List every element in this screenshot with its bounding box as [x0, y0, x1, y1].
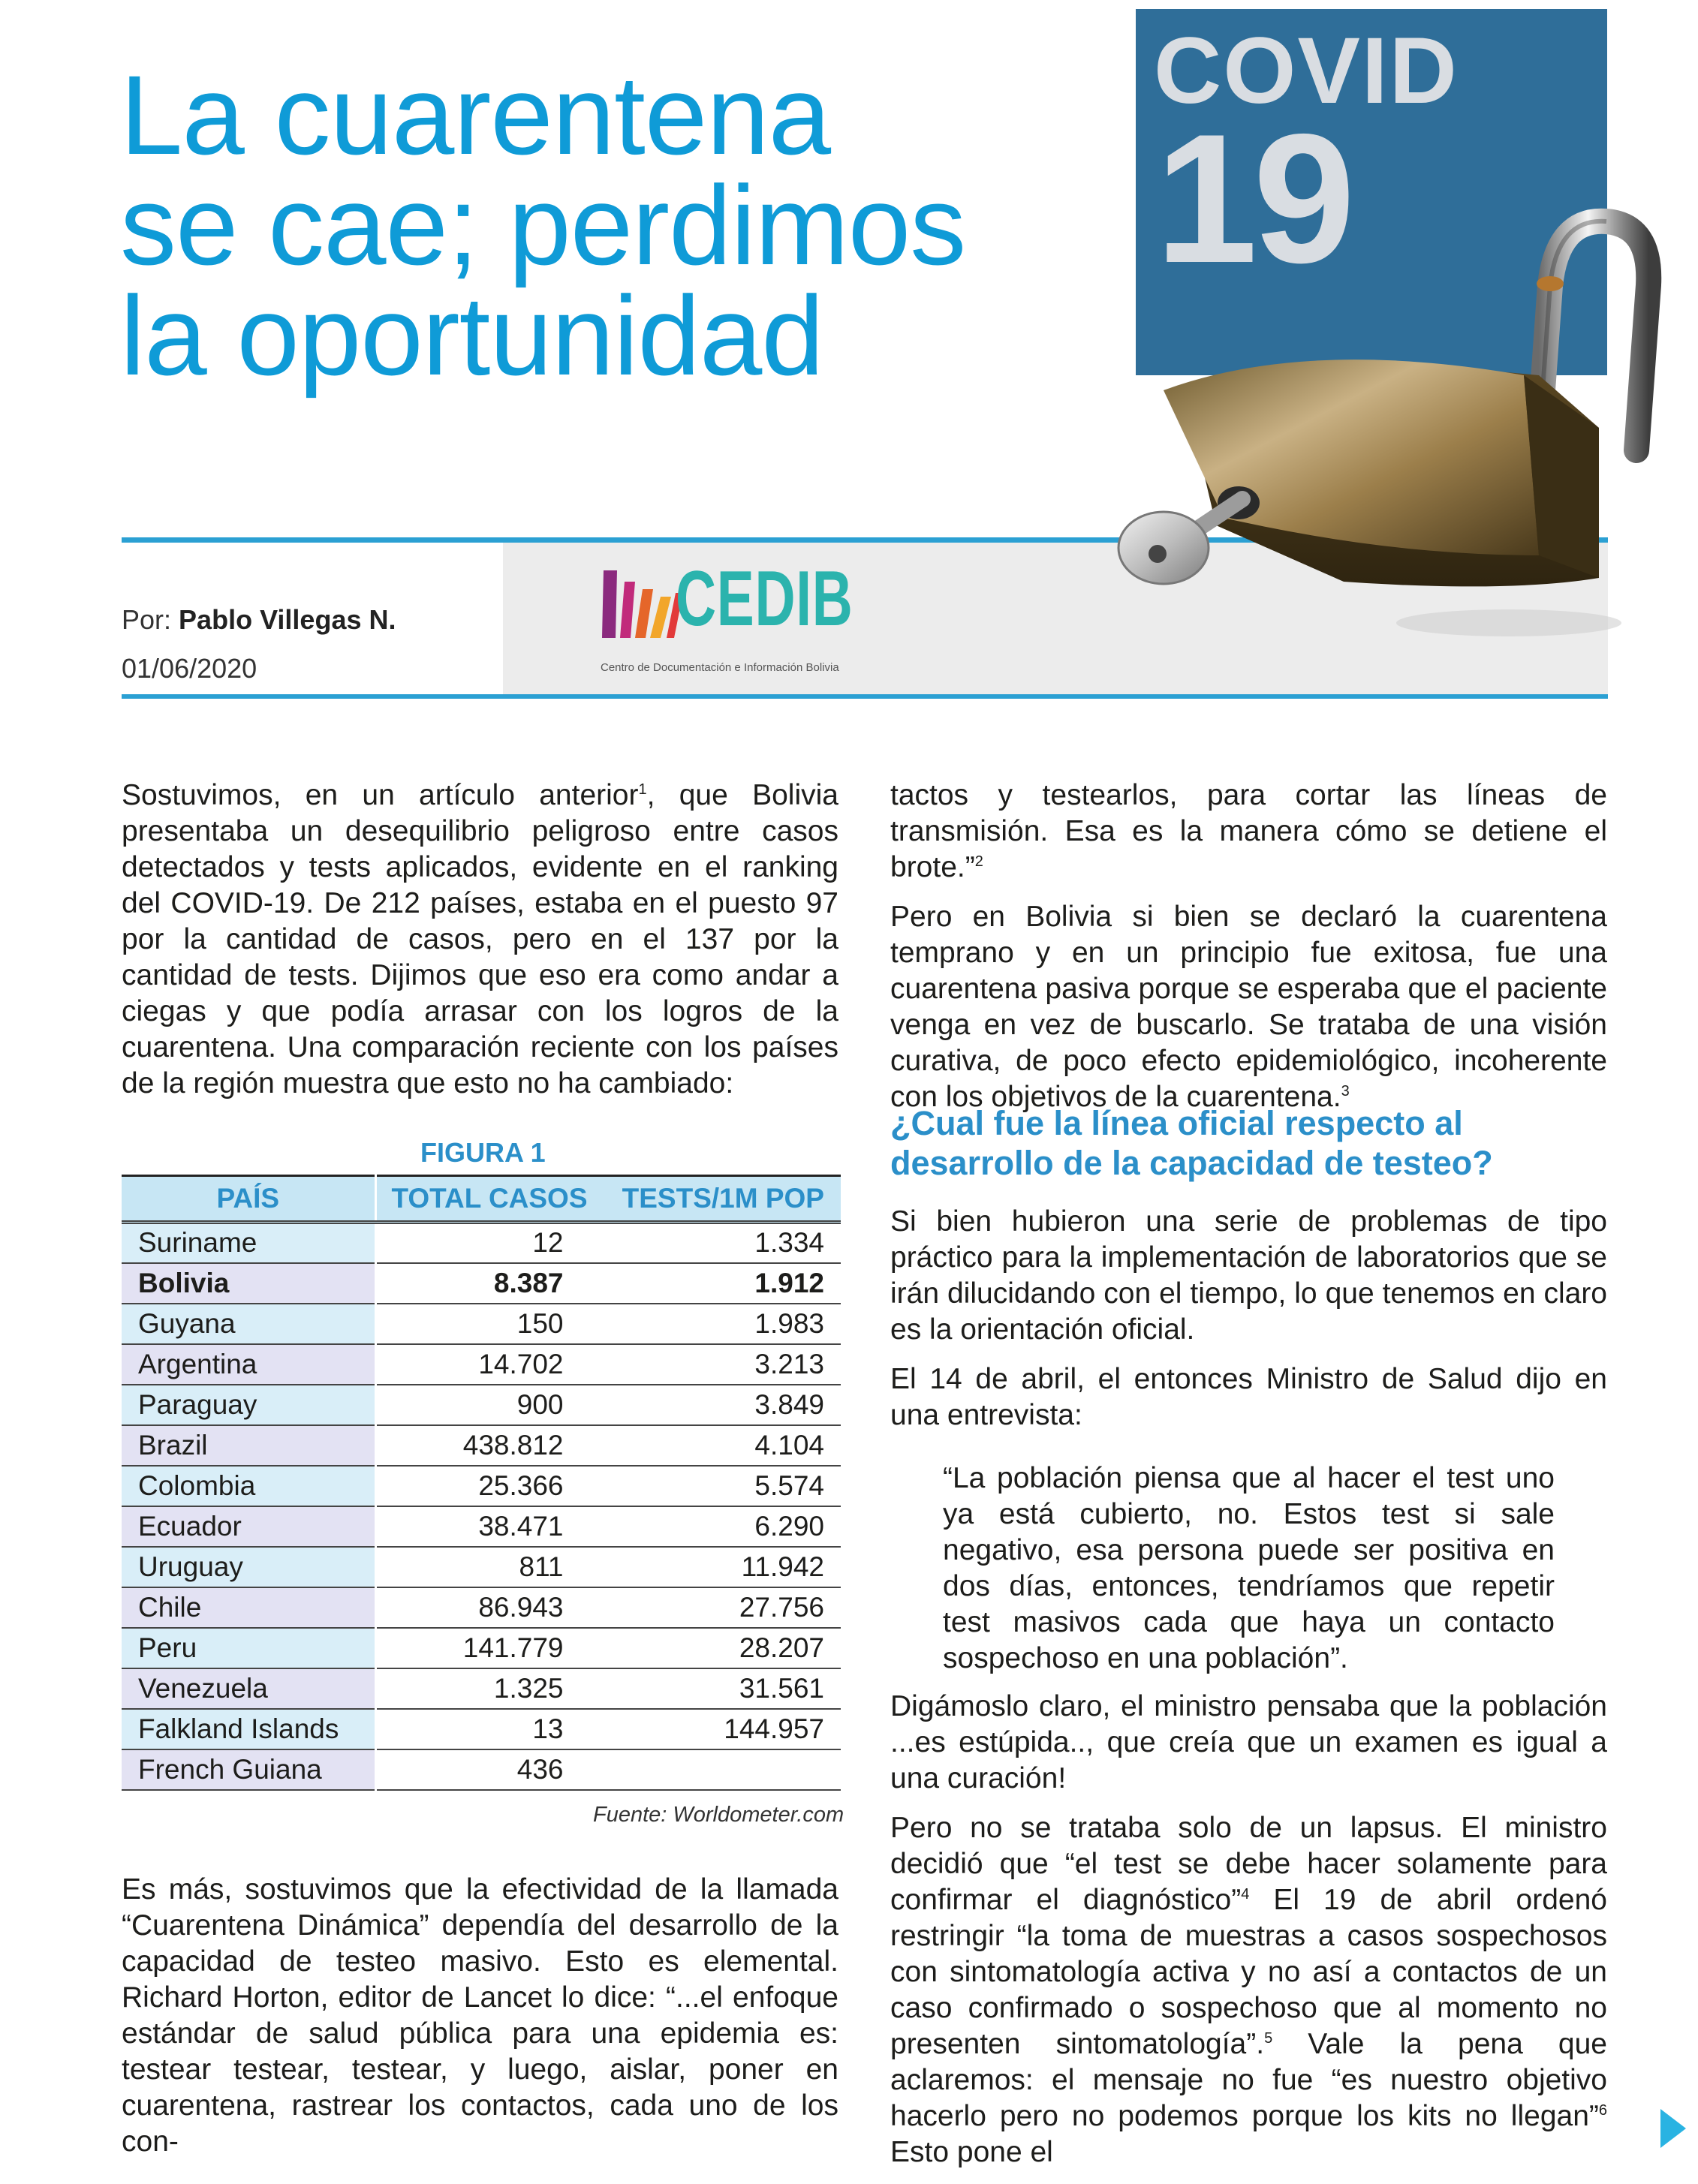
cell-tests: 3.849 — [607, 1385, 841, 1425]
cell-country: Bolivia — [122, 1263, 375, 1304]
cell-tests: 11.942 — [607, 1547, 841, 1587]
paragraph-decision-c: Vale la pena que aclaremos: el mensaje no fue “es nuestro objetivo hacerlo pero no podemos porque los kits no llegan” — [890, 2028, 1607, 2132]
paragraph-horton-quote-end — [890, 778, 1607, 886]
right-column-body — [890, 1204, 1607, 1447]
cell-tests: 5.574 — [607, 1466, 841, 1506]
title-line-1: La cuarentena — [120, 52, 831, 178]
cell-cases: 13 — [375, 1709, 607, 1749]
byline — [122, 604, 396, 636]
paragraph-decision-d: Esto pone el — [890, 2136, 1053, 2168]
paragraph-passive-text: Pero en Bolivia si bien se declaró la cuarentena temprano y en un principio fue exitosa, fue una cuarentena pasiva porque se esperaba que el paciente venga en vez de buscarlo. Se trataba de una visión curativa, de poco efecto epidemiológico, incoherente con los objetivos de la cuarentena. — [890, 901, 1607, 1113]
right-column-top — [890, 778, 1607, 1129]
cell-country: Guyana — [122, 1304, 375, 1344]
cedib-bars-icon — [601, 563, 683, 645]
table-header-row — [122, 1176, 841, 1223]
paragraph-orientation: Si bien hubieron una serie de problemas de tipo práctico para la implementación de laboratorios que se irán dilucidando con el tiempo, lo que tenemos en claro es la orientación oficial. — [890, 1205, 1607, 1346]
cell-country: Paraguay — [122, 1385, 375, 1425]
cell-tests: 1.334 — [607, 1223, 841, 1263]
paragraph-minister-decision — [890, 1810, 1607, 2170]
column-header-cases: TOTAL CASOS — [375, 1176, 607, 1223]
paragraph-population: Digámoslo claro, el ministro pensaba que la población ...es estúpida.., que creía que un examen es igual a una curación! — [890, 1690, 1607, 1794]
cell-cases: 141.779 — [375, 1628, 607, 1668]
cell-cases: 25.366 — [375, 1466, 607, 1506]
cell-tests: 1.912 — [607, 1263, 841, 1304]
cell-cases: 1.325 — [375, 1668, 607, 1709]
paragraph-passive-quarantine — [890, 899, 1607, 1115]
cell-cases: 14.702 — [375, 1344, 607, 1385]
left-column-intro — [122, 778, 838, 1115]
paragraph-intro-a: Sostuvimos, en un artículo anterior — [122, 779, 639, 811]
table-row — [122, 1587, 841, 1628]
cell-tests: 1.983 — [607, 1304, 841, 1344]
figure-title: FIGURA 1 — [420, 1137, 546, 1168]
title-line-3: la oportunidad — [120, 272, 823, 399]
footnote-ref-2: 2 — [974, 853, 983, 870]
covid-badge-number: 19 — [1155, 95, 1351, 301]
cell-country: Uruguay — [122, 1547, 375, 1587]
footnote-ref-3: 3 — [1341, 1083, 1350, 1100]
cell-tests: 31.561 — [607, 1668, 841, 1709]
cell-cases: 150 — [375, 1304, 607, 1344]
footnote-ref-5: 5 — [1264, 2030, 1273, 2047]
cell-country: French Guiana — [122, 1749, 375, 1790]
table-row — [122, 1223, 841, 1263]
cell-tests — [607, 1749, 841, 1790]
section-heading: ¿Cual fue la línea oficial respecto al desarrollo de la capacidad de testeo? — [890, 1104, 1493, 1182]
cell-cases: 8.387 — [375, 1263, 607, 1304]
footnote-ref-1: 1 — [638, 781, 647, 798]
cell-cases: 438.812 — [375, 1425, 607, 1466]
cell-cases: 86.943 — [375, 1587, 607, 1628]
cell-country: Suriname — [122, 1223, 375, 1263]
author-name: Pablo Villegas N. — [179, 604, 396, 635]
footnote-ref-4: 4 — [1241, 1886, 1250, 1903]
table-row — [122, 1385, 841, 1425]
title-line-2: se cae; perdimos — [120, 162, 966, 288]
cell-cases: 900 — [375, 1385, 607, 1425]
footnote-ref-6: 6 — [1598, 2102, 1607, 2119]
paragraph-interview-intro: El 14 de abril, el entonces Ministro de Salud dijo en una entrevista: — [890, 1363, 1607, 1431]
cell-tests: 6.290 — [607, 1506, 841, 1547]
cedib-logo-subtitle: Centro de Documentación e Información Bolivia — [601, 661, 839, 674]
cell-country: Colombia — [122, 1466, 375, 1506]
header-rule-bottom — [122, 694, 1608, 699]
paragraph-horton-text: tactos y testearlos, para cortar las líneas de transmisión. Esa es la manera cómo se detiene el brote.” — [890, 779, 1607, 883]
table-row — [122, 1425, 841, 1466]
figure-table — [122, 1175, 841, 1791]
covid-badge-word: COVID — [1154, 19, 1459, 123]
left-column-continued — [122, 1872, 838, 2173]
right-column-bottom — [890, 1689, 1607, 2184]
cell-tests: 28.207 — [607, 1628, 841, 1668]
cell-country: Ecuador — [122, 1506, 375, 1547]
table-row — [122, 1466, 841, 1506]
paragraph-testing: Es más, sostuvimos que la efectividad de la llamada “Cuarentena Dinámica” dependía del desarrollo de la capacidad de testeo masivo. Esto es elemental. Richard Horton, editor de Lancet lo dice: “...el enfoque estándar de salud pública para una epidemia es: testear testear, testear, y luego, aislar, poner en cuarentena, rastrear los contactos, cada uno de los con- — [122, 1873, 838, 2158]
cell-cases: 436 — [375, 1749, 607, 1790]
paragraph-intro-b: , que Bolivia presentaba un desequilibrio peligroso entre casos detectados y tests aplicados, evidente en el ranking del COVID-19. De 212 países, estaba en el puesto 97 por la cantidad de casos, pero en el 137 por la cantidad de tests. Dijimos que eso era como andar a ciegas y que podía arrasar con los logros de la cuarentena. Una comparación reciente con los países de la región muestra que esto no ha cambiado: — [122, 779, 838, 1100]
cell-country: Argentina — [122, 1344, 375, 1385]
table-row — [122, 1668, 841, 1709]
cell-tests: 4.104 — [607, 1425, 841, 1466]
table-row — [122, 1547, 841, 1587]
cell-country: Peru — [122, 1628, 375, 1668]
publish-date: 01/06/2020 — [122, 653, 257, 684]
cell-country: Chile — [122, 1587, 375, 1628]
table-row — [122, 1709, 841, 1749]
paragraph-decision-b: El 19 de abril ordenó restringir “la toma de muestras a casos sospechosos con sintomatología activa y no así a contactos de un caso confirmado o sospechoso que al momento no presenten sintomatología”. — [890, 1884, 1607, 2060]
cell-tests: 144.957 — [607, 1709, 841, 1749]
table-row — [122, 1263, 841, 1304]
cedib-logo — [601, 555, 854, 679]
paragraph-intro — [122, 778, 838, 1102]
cell-country: Brazil — [122, 1425, 375, 1466]
cell-cases: 811 — [375, 1547, 607, 1587]
minister-quote: “La población piensa que al hacer el test uno ya está cubierto, no. Estos test si sale negativo, esa persona puede ser positiva en dos días, entonces, tendríamos que repetir test masivos cada que haya un contacto sospechoso en una población”. — [943, 1462, 1555, 1674]
byline-prefix: Por: — [122, 604, 172, 635]
cell-cases: 12 — [375, 1223, 607, 1263]
table-row — [122, 1304, 841, 1344]
article-title — [120, 52, 1096, 399]
column-header-tests: TESTS/1M POP — [607, 1176, 841, 1223]
table-row — [122, 1628, 841, 1668]
cell-tests: 27.756 — [607, 1587, 841, 1628]
column-header-country: PAÍS — [122, 1176, 375, 1223]
table-row — [122, 1506, 841, 1547]
paragraph-decision-a: Pero no se trataba solo de un lapsus. El ministro decidió que “el test se debe hacer solamente para confirmar el diagnóstico” — [890, 1812, 1607, 1916]
figure-source: Fuente: Worldometer.com — [593, 1803, 844, 1827]
cell-cases: 38.471 — [375, 1506, 607, 1547]
cell-tests: 3.213 — [607, 1344, 841, 1385]
table-row — [122, 1749, 841, 1790]
cell-country: Falkland Islands — [122, 1709, 375, 1749]
cell-country: Venezuela — [122, 1668, 375, 1709]
next-page-arrow-icon[interactable] — [1660, 2109, 1686, 2148]
table-row — [122, 1344, 841, 1385]
open-padlock-illustration — [1118, 203, 1689, 668]
cedib-logo-text: CEDIB — [676, 555, 854, 642]
